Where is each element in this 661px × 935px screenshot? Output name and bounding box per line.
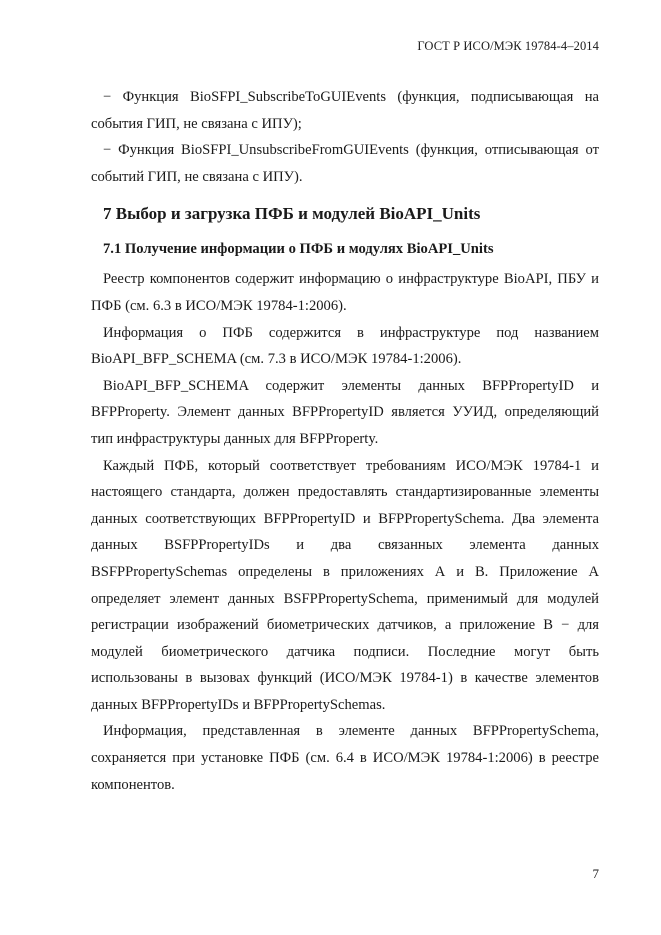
page-body: [91, 84, 599, 798]
list-item-subscribe: − Функция BioSFPI_SubscribeToGUIEvents (функция, подписывающая на события ГИП, не связана с ИПУ);: [91, 89, 599, 132]
subsection-heading: 7.1 Получение информации о ПФБ и модулях BioAPI_Units: [103, 241, 494, 258]
paragraph-registry: Реестр компонентов содержит информацию о инфраструктуре BioAPI, ПБУ и ПФБ (см. 6.3 в ИСО/МЭК 19784-1:2006).: [91, 271, 599, 314]
page-number: 7: [592, 866, 599, 881]
paragraph-bfp-schema: BioAPI_BFP_SCHEMA содержит элементы данных BFPPropertyID и BFPProperty. Элемент данных BFPPropertyID является УУИД, определяющий тип инфраструктуры данных для BFPProperty.: [91, 377, 599, 447]
paragraph-bfp-info: Информация о ПФБ содержится в инфраструктуре под названием BioAPI_BFP_SCHEMA (см. 7.3 в ИСО/МЭК 19784-1:2006).: [91, 324, 599, 368]
list-item-unsubscribe: − Функция BioSFPI_UnsubscribeFromGUIEvents (функция, отписывающая от событий ГИП, не связана с ИПУ).: [91, 142, 599, 185]
section-heading: 7 Выбор и загрузка ПФБ и модулей BioAPI_Units: [103, 204, 481, 224]
paragraph-conformance: Каждый ПФБ, который соответствует требованиям ИСО/МЭК 19784-1 и настоящего стандарта, должен предоставлять стандартизированные элементы данных соответствующих BFPPropertyID и BFPPropertySchema. Два элемента данных BSFPPropertyIDs и два связанных элемента данных BSFPPropertySchemas определены в приложениях А и В. Приложение А определяет элемент данных BSFPPropertySchema, применимый для модулей регистрации изображений биометрических датчиков, а приложение В − для модулей биометрического датчика подписи. Последние могут быть использованы в вызовах функций (ИСО/МЭК 19784-1) в качестве элементов данных BFPPropertyIDs и BFPPropertySchemas.: [91, 457, 599, 713]
paragraph-schema-storage: Информация, представленная в элементе данных BFPPropertySchema, сохраняется при установке ПФБ (см. 6.4 в ИСО/МЭК 19784-1:2006) в реестре компонентов.: [91, 723, 599, 793]
running-header: ГОСТ Р ИСО/МЭК 19784-4–2014: [417, 39, 599, 53]
